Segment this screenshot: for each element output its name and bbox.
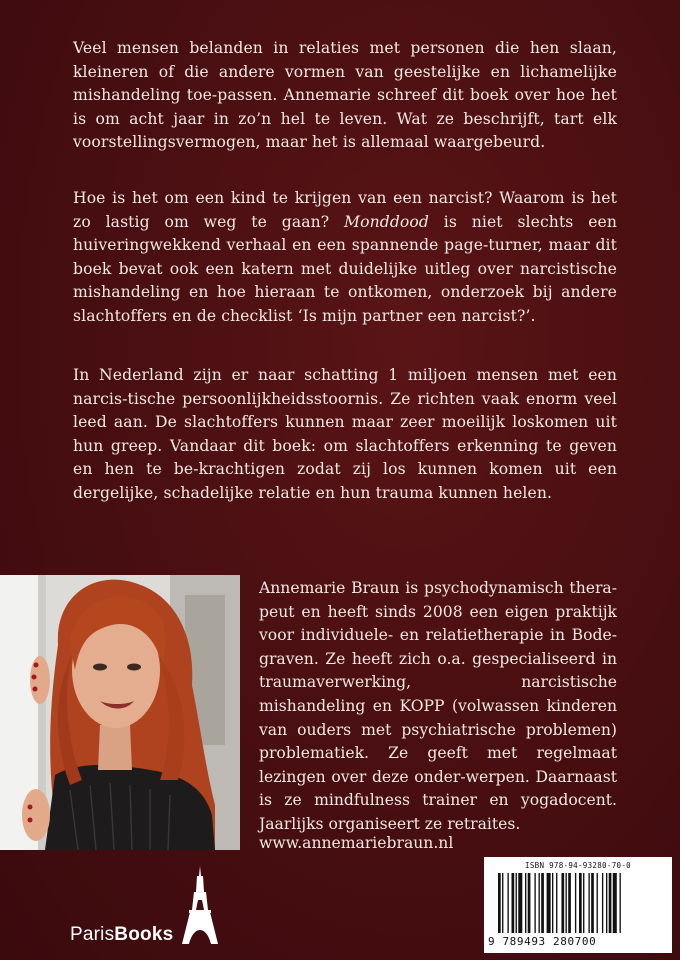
barcode-digits: 9 789493 280700	[488, 935, 597, 948]
publisher-logo	[70, 866, 220, 946]
isbn-barcode	[484, 857, 672, 953]
publisher-name-regular: Paris	[70, 924, 115, 945]
isbn-label: ISBN 978-94-93280-70-0	[525, 861, 631, 870]
barcode-bars	[494, 873, 664, 935]
publisher-name	[70, 924, 173, 946]
author-bio: Annemarie Braun is psychodynamisch thera-peut en heeft sinds 2008 een eigen praktijk voor individuele- en relatietherapie in Bode-graven. Ze heeft zich o.a. gespecialiseerd in traumaverwerking, narcistische mishandeling en KOPP (volwassen kinderen van ouders met psychiatrische problemen) problematiek. Ze geeft met regelmaat lezingen over deze onder-werpen. Daarnaast is ze mindfulness trainer en yogadocent. Jaarlijks organiseert ze retraites.	[259, 579, 617, 833]
intro-paragraph-2-start: Hoe is het om een kind te krijgen van een narcist? Waarom is het zo lastig om weg te gaan?	[73, 189, 617, 231]
intro-paragraph-3: In Nederland zijn er naar schatting 1 miljoen mensen met een narcis-tische persoonlijkheidsstoornis. Ze richten vaak enorm veel leed aan. De slachtoffers kunnen maar zeer moeilijk loskomen uit hun greep. Vandaar dit boek: om slachtoffers erkenning te geven en hen te be-krachtigen zodat zij los kunnen komen uit een dergelijke, schadelijke relatie en hun trauma kunnen helen.	[73, 366, 617, 502]
book-title: Monddood	[344, 212, 429, 231]
author-photo	[0, 575, 240, 850]
intro-paragraph-2-end: is niet slechts een huiveringwekkend verhaal en een spannende page-turner, maar dit boek bevat ook een katern met duidelijke uitleg over narcistische mishandeling en hoe hieraan te ontkomen, onderzoek bij andere slachtoffers en de checklist ‘Is mijn partner een narcist?’.	[73, 212, 617, 325]
author-website: www.annemariebraun.nl	[259, 834, 454, 852]
intro-paragraph-1: Veel mensen belanden in relaties met personen die hen slaan, kleineren of die andere vormen van geestelijke en lichamelijke mishandeling toe-passen. Annemarie schreef dit boek over hoe het is om acht jaar in zo’n hel te leven. Wat ze beschrijft, tart elk voorstellingsvermogen, maar het is allemaal waargebeurd.	[73, 39, 617, 151]
eiffel-tower-icon	[182, 866, 218, 944]
intro-paragraph-2	[73, 187, 617, 328]
publisher-name-bold: Books	[114, 924, 174, 945]
